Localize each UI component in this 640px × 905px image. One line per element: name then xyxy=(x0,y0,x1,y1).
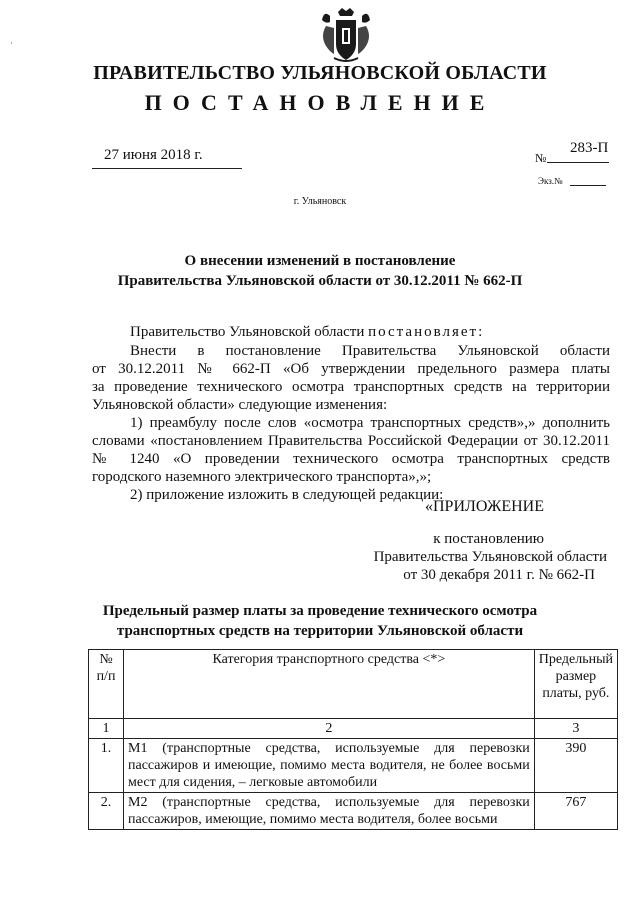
p1-line-1: Внести в постановление Правительства Ульяновской области xyxy=(130,343,610,359)
appendix-label: «ПРИЛОЖЕНИЕ xyxy=(424,498,544,515)
p2-line-2: словами «постановлением Правительства Российской Федерации от 30.12.2011 xyxy=(92,433,610,449)
copy-number-label: Экз.№ xyxy=(538,176,563,186)
header-category: Категория транспортного средства <*> xyxy=(124,650,535,719)
city: г. Ульяновск xyxy=(293,196,347,207)
appendix-line-3: от 30 декабря 2011 г. № 662-П xyxy=(403,567,595,583)
margin-mark: · xyxy=(10,38,13,48)
document-type: ПОСТАНОВЛЕНИЕ xyxy=(144,90,496,115)
table-title xyxy=(0,601,640,641)
p1-line-3: за проведение технического осмотра транспортных средств на территории xyxy=(92,379,610,395)
column-number-row xyxy=(89,719,618,739)
row-category: M2 (транспортные средства, используемые для перевозки пассажиров, имеющие, помимо места водителя, более восьми xyxy=(124,793,535,830)
date-underline xyxy=(92,168,242,169)
p2-line-4: городского наземного электрического транспорта»,»; xyxy=(92,469,432,485)
document-number: 283-П xyxy=(570,140,609,156)
p1-line-4: Ульяновской области» следующие изменения: xyxy=(92,397,388,413)
document-title xyxy=(0,251,640,291)
table-title-line-1: Предельный размер платы за проведение технического осмотра xyxy=(102,603,538,619)
row-category: M1 (транспортные средства, используемые для перевозки пассажиров и имеющие, помимо места водителя, не более восьми мест для сидения, – легковые автомобили xyxy=(124,739,535,793)
p1-line-2: от 30.12.2011 № 662-П «Об утверждении предельного размера платы xyxy=(92,361,610,377)
copy-number-underline xyxy=(570,185,606,186)
p2-line-3: № 1240 «О проведении технического осмотра транспортных средств xyxy=(92,451,610,467)
header-fee: Предельный размер платы, руб. xyxy=(534,650,617,719)
appendix-line-2: Правительства Ульяновской области xyxy=(373,549,607,565)
title-line-1: О внесении изменений в постановление xyxy=(184,253,456,269)
appendix-line-1: к постановлению xyxy=(433,531,544,547)
p3-line: 2) приложение изложить в следующей редакции: xyxy=(130,487,444,503)
row-fee: 767 xyxy=(534,793,617,830)
row-fee: 390 xyxy=(534,739,617,793)
number-underline xyxy=(547,162,609,163)
table-header-row xyxy=(89,650,618,719)
government-name: ПРАВИТЕЛЬСТВО УЛЬЯНОВСКОЙ ОБЛАСТИ xyxy=(93,62,547,84)
table-title-line-2: транспортных средств на территории Ульяновской области xyxy=(116,623,524,639)
intro-text: Правительство Ульяновской области xyxy=(130,324,365,340)
column-number: 3 xyxy=(534,719,617,739)
title-line-2: Правительства Ульяновской области от 30.12.2011 № 662-П xyxy=(117,273,523,289)
intro-paragraph xyxy=(92,323,610,341)
coat-of-arms-icon xyxy=(320,8,372,64)
column-number: 1 xyxy=(89,719,124,739)
intro-verb: постановляет: xyxy=(368,324,485,340)
number-label: № xyxy=(535,151,547,165)
table-row xyxy=(89,739,618,793)
p2-line-1: 1) преамбулу после слов «осмотра транспортных средств»,» дополнить xyxy=(130,415,610,431)
column-number: 2 xyxy=(124,719,535,739)
fee-table xyxy=(88,649,618,830)
row-number: 2. xyxy=(89,793,124,830)
table-row xyxy=(89,793,618,830)
document-date: 27 июня 2018 г. xyxy=(104,147,203,163)
header-number: № п/п xyxy=(89,650,124,719)
row-number: 1. xyxy=(89,739,124,793)
